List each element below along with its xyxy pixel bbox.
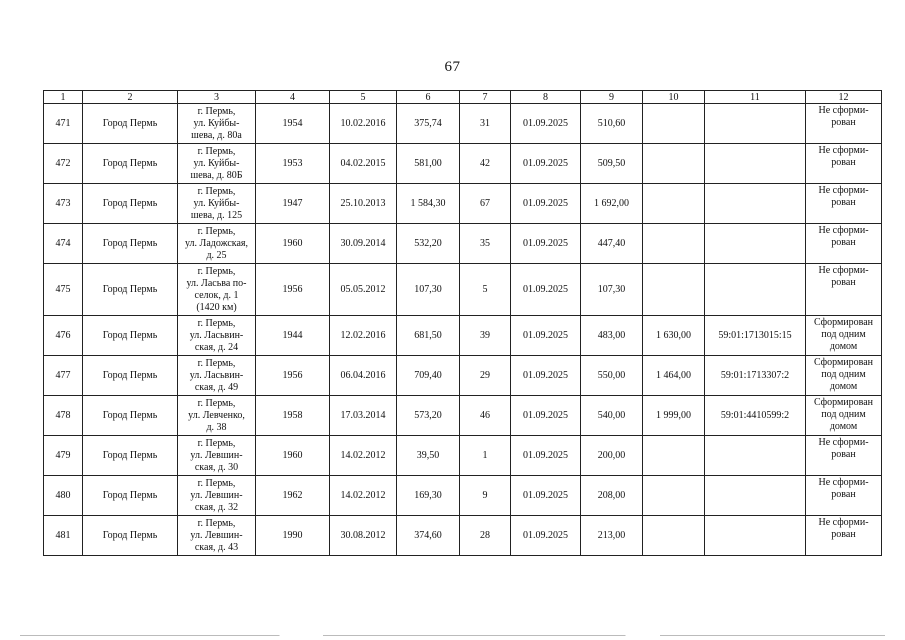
year-built-cell: 1944: [256, 316, 330, 356]
column-header: 3: [178, 91, 256, 104]
plot-status-cell: Не сформи- рован: [806, 144, 882, 184]
survey-date-cell: 25.10.2013: [330, 184, 397, 224]
row-number-cell: 476: [44, 316, 83, 356]
row-number-cell: 479: [44, 436, 83, 476]
residents-cell: 1: [460, 436, 511, 476]
row-number-cell: 481: [44, 516, 83, 556]
land-area-cell: 1 692,00: [581, 184, 643, 224]
year-built-cell: 1960: [256, 436, 330, 476]
deadline-date-cell: 01.09.2025: [511, 144, 581, 184]
survey-date-cell: 30.08.2012: [330, 516, 397, 556]
cadastral-number-cell: [705, 476, 806, 516]
municipality-cell: Город Пермь: [83, 356, 178, 396]
land-area-cell: 107,30: [581, 264, 643, 316]
total-area-cell: 169,30: [397, 476, 460, 516]
deadline-date-cell: 01.09.2025: [511, 436, 581, 476]
column-header: 12: [806, 91, 882, 104]
plot-area-cell: [643, 436, 705, 476]
column-header: 9: [581, 91, 643, 104]
address-cell: г. Пермь, ул. Левшин- ская, д. 32: [178, 476, 256, 516]
plot-status-cell: Не сформи- рован: [806, 264, 882, 316]
plot-area-cell: [643, 184, 705, 224]
land-area-cell: 509,50: [581, 144, 643, 184]
year-built-cell: 1953: [256, 144, 330, 184]
survey-date-cell: 06.04.2016: [330, 356, 397, 396]
cadastral-number-cell: 59:01:4410599:2: [705, 396, 806, 436]
cadastral-number-cell: [705, 264, 806, 316]
address-cell: г. Пермь, ул. Ласьвин- ская, д. 49: [178, 356, 256, 396]
municipality-cell: Город Пермь: [83, 316, 178, 356]
table-row: [44, 356, 882, 396]
residents-cell: 9: [460, 476, 511, 516]
plot-area-cell: [643, 264, 705, 316]
address-cell: г. Пермь, ул. Куйбы- шева, д. 80а: [178, 104, 256, 144]
plot-area-cell: [643, 224, 705, 264]
table-row: [44, 224, 882, 264]
survey-date-cell: 17.03.2014: [330, 396, 397, 436]
municipality-cell: Город Пермь: [83, 396, 178, 436]
residents-cell: 31: [460, 104, 511, 144]
column-header: 11: [705, 91, 806, 104]
total-area-cell: 681,50: [397, 316, 460, 356]
survey-date-cell: 10.02.2016: [330, 104, 397, 144]
municipality-cell: Город Пермь: [83, 264, 178, 316]
total-area-cell: 374,60: [397, 516, 460, 556]
address-cell: г. Пермь, ул. Куйбы- шева, д. 125: [178, 184, 256, 224]
column-header: 4: [256, 91, 330, 104]
year-built-cell: 1954: [256, 104, 330, 144]
plot-area-cell: 1 630,00: [643, 316, 705, 356]
municipality-cell: Город Пермь: [83, 104, 178, 144]
address-cell: г. Пермь, ул. Левченко, д. 38: [178, 396, 256, 436]
row-number-cell: 478: [44, 396, 83, 436]
cadastral-number-cell: 59:01:1713015:15: [705, 316, 806, 356]
address-cell: г. Пермь, ул. Куйбы- шева, д. 80Б: [178, 144, 256, 184]
table-row: [44, 516, 882, 556]
column-header: 6: [397, 91, 460, 104]
municipality-cell: Город Пермь: [83, 516, 178, 556]
plot-status-cell: Не сформи- рован: [806, 436, 882, 476]
total-area-cell: 709,40: [397, 356, 460, 396]
column-header: 1: [44, 91, 83, 104]
residents-cell: 35: [460, 224, 511, 264]
plot-status-cell: Не сформи- рован: [806, 184, 882, 224]
residents-cell: 42: [460, 144, 511, 184]
land-area-cell: 483,00: [581, 316, 643, 356]
survey-date-cell: 04.02.2015: [330, 144, 397, 184]
row-number-cell: 472: [44, 144, 83, 184]
cadastral-number-cell: [705, 516, 806, 556]
plot-area-cell: [643, 104, 705, 144]
residents-cell: 46: [460, 396, 511, 436]
land-area-cell: 447,40: [581, 224, 643, 264]
municipality-cell: Город Пермь: [83, 436, 178, 476]
year-built-cell: 1960: [256, 224, 330, 264]
cadastral-number-cell: [705, 144, 806, 184]
page-number: 67: [444, 59, 461, 75]
survey-date-cell: 14.02.2012: [330, 476, 397, 516]
table-row: [44, 316, 882, 356]
table-row: [44, 264, 882, 316]
plot-area-cell: 1 999,00: [643, 396, 705, 436]
deadline-date-cell: 01.09.2025: [511, 184, 581, 224]
survey-date-cell: 05.05.2012: [330, 264, 397, 316]
column-header: 7: [460, 91, 511, 104]
address-cell: г. Пермь, ул. Ласьвин- ская, д. 24: [178, 316, 256, 356]
deadline-date-cell: 01.09.2025: [511, 476, 581, 516]
municipality-cell: Город Пермь: [83, 184, 178, 224]
table-row: [44, 436, 882, 476]
plot-status-cell: Сформирован под одним домом: [806, 316, 882, 356]
plot-status-cell: Не сформи- рован: [806, 104, 882, 144]
municipality-cell: Город Пермь: [83, 476, 178, 516]
residents-cell: 28: [460, 516, 511, 556]
land-area-cell: 200,00: [581, 436, 643, 476]
land-area-cell: 208,00: [581, 476, 643, 516]
table-row: [44, 144, 882, 184]
scan-edge-line: [20, 635, 885, 636]
row-number-cell: 474: [44, 224, 83, 264]
plot-status-cell: Сформирован под одним домом: [806, 396, 882, 436]
cadastral-number-cell: 59:01:1713307:2: [705, 356, 806, 396]
municipality-cell: Город Пермь: [83, 224, 178, 264]
address-cell: г. Пермь, ул. Левшин- ская, д. 30: [178, 436, 256, 476]
land-area-cell: 550,00: [581, 356, 643, 396]
row-number-cell: 480: [44, 476, 83, 516]
residents-cell: 5: [460, 264, 511, 316]
year-built-cell: 1956: [256, 356, 330, 396]
table-row: [44, 396, 882, 436]
table-row: [44, 104, 882, 144]
plot-status-cell: Сформирован под одним домом: [806, 356, 882, 396]
address-cell: г. Пермь, ул. Левшин- ская, д. 43: [178, 516, 256, 556]
year-built-cell: 1962: [256, 476, 330, 516]
deadline-date-cell: 01.09.2025: [511, 316, 581, 356]
land-area-cell: 510,60: [581, 104, 643, 144]
row-number-cell: 475: [44, 264, 83, 316]
table-row: [44, 184, 882, 224]
total-area-cell: 39,50: [397, 436, 460, 476]
year-built-cell: 1956: [256, 264, 330, 316]
cadastral-number-cell: [705, 104, 806, 144]
residents-cell: 67: [460, 184, 511, 224]
row-number-cell: 477: [44, 356, 83, 396]
total-area-cell: 573,20: [397, 396, 460, 436]
plot-area-cell: [643, 144, 705, 184]
residents-cell: 29: [460, 356, 511, 396]
deadline-date-cell: 01.09.2025: [511, 224, 581, 264]
column-header: 10: [643, 91, 705, 104]
address-cell: г. Пермь, ул. Ласьва по- селок, д. 1 (1420 км): [178, 264, 256, 316]
deadline-date-cell: 01.09.2025: [511, 516, 581, 556]
housing-register-table: [43, 90, 882, 556]
column-header: 8: [511, 91, 581, 104]
survey-date-cell: 12.02.2016: [330, 316, 397, 356]
residents-cell: 39: [460, 316, 511, 356]
total-area-cell: 375,74: [397, 104, 460, 144]
total-area-cell: 532,20: [397, 224, 460, 264]
survey-date-cell: 14.02.2012: [330, 436, 397, 476]
plot-area-cell: 1 464,00: [643, 356, 705, 396]
survey-date-cell: 30.09.2014: [330, 224, 397, 264]
column-header: 5: [330, 91, 397, 104]
year-built-cell: 1947: [256, 184, 330, 224]
year-built-cell: 1958: [256, 396, 330, 436]
total-area-cell: 107,30: [397, 264, 460, 316]
deadline-date-cell: 01.09.2025: [511, 356, 581, 396]
cadastral-number-cell: [705, 184, 806, 224]
total-area-cell: 1 584,30: [397, 184, 460, 224]
cadastral-number-cell: [705, 436, 806, 476]
plot-area-cell: [643, 476, 705, 516]
plot-status-cell: Не сформи- рован: [806, 516, 882, 556]
column-header: 2: [83, 91, 178, 104]
address-cell: г. Пермь, ул. Ладожская, д. 25: [178, 224, 256, 264]
plot-status-cell: Не сформи- рован: [806, 224, 882, 264]
deadline-date-cell: 01.09.2025: [511, 396, 581, 436]
plot-area-cell: [643, 516, 705, 556]
cadastral-number-cell: [705, 224, 806, 264]
row-number-cell: 471: [44, 104, 83, 144]
deadline-date-cell: 01.09.2025: [511, 264, 581, 316]
table-row: [44, 476, 882, 516]
column-number-row: [44, 91, 882, 104]
land-area-cell: 213,00: [581, 516, 643, 556]
row-number-cell: 473: [44, 184, 83, 224]
plot-status-cell: Не сформи- рован: [806, 476, 882, 516]
land-area-cell: 540,00: [581, 396, 643, 436]
year-built-cell: 1990: [256, 516, 330, 556]
deadline-date-cell: 01.09.2025: [511, 104, 581, 144]
municipality-cell: Город Пермь: [83, 144, 178, 184]
total-area-cell: 581,00: [397, 144, 460, 184]
